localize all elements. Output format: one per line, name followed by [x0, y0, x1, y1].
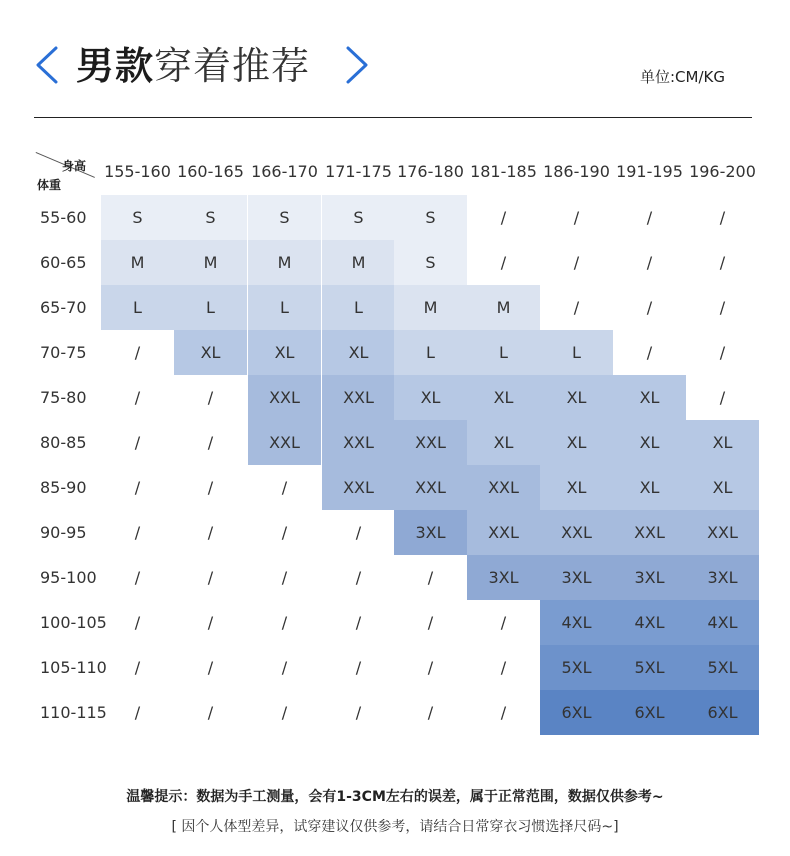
size-cell: /: [427, 568, 434, 587]
size-cell: XL: [686, 420, 759, 465]
size-cell: 3XL: [467, 555, 540, 600]
size-cell: S: [101, 195, 174, 240]
size-cell: 5XL: [613, 645, 686, 690]
chevron-right-icon: [334, 42, 380, 88]
size-cell: 4XL: [613, 600, 686, 645]
weight-label: 75-80: [40, 388, 87, 407]
weight-label: 105-110: [40, 658, 107, 677]
size-cell: M: [248, 240, 321, 285]
title-bold: 男款: [76, 44, 155, 88]
size-cell: /: [646, 343, 653, 362]
size-cell: XL: [467, 420, 540, 465]
size-cell: /: [500, 703, 507, 722]
height-header: 196-200: [689, 162, 756, 181]
height-header: 166-170: [251, 162, 318, 181]
size-cell: XXL: [322, 465, 395, 510]
size-cell: /: [500, 208, 507, 227]
corner-weight-label: 体重: [37, 178, 62, 192]
size-cell: M: [322, 240, 395, 285]
size-cell: /: [134, 613, 141, 632]
size-cell: /: [207, 433, 214, 452]
size-cell: XL: [613, 420, 686, 465]
size-cell: L: [322, 285, 395, 330]
size-cell: /: [355, 613, 362, 632]
size-cell: /: [719, 208, 726, 227]
size-cell: /: [207, 658, 214, 677]
size-cell: 6XL: [686, 690, 759, 735]
size-cell: /: [355, 658, 362, 677]
page-title: [76, 38, 310, 94]
size-cell: /: [719, 253, 726, 272]
weight-label: 65-70: [40, 298, 87, 317]
corner-height-label: 身高: [62, 159, 87, 173]
size-cell: 6XL: [613, 690, 686, 735]
size-cell: 4XL: [686, 600, 759, 645]
size-cell: XXL: [394, 420, 467, 465]
fit-disclaimer: [ 因个人体型差异，试穿建议仅供参考，请结合日常穿衣习惯选择尺码~]: [171, 819, 619, 835]
size-cell: 4XL: [540, 600, 613, 645]
size-cell: /: [646, 253, 653, 272]
size-cell: /: [500, 253, 507, 272]
height-header: 181-185: [470, 162, 537, 181]
size-cell: L: [101, 285, 174, 330]
size-cell: /: [134, 388, 141, 407]
size-cell: /: [134, 433, 141, 452]
size-cell: L: [540, 330, 613, 375]
size-cell: L: [467, 330, 540, 375]
size-cell: XL: [540, 420, 613, 465]
size-cell: /: [427, 658, 434, 677]
size-cell: 5XL: [540, 645, 613, 690]
weight-label: 95-100: [40, 568, 97, 587]
size-cell: /: [355, 703, 362, 722]
size-cell: /: [207, 613, 214, 632]
size-cell: S: [394, 195, 467, 240]
size-cell: XXL: [686, 510, 759, 555]
size-cell: /: [719, 298, 726, 317]
weight-label: 110-115: [40, 703, 107, 722]
size-cell: XXL: [394, 465, 467, 510]
size-cell: /: [573, 298, 580, 317]
size-cell: /: [281, 478, 288, 497]
size-cell: M: [174, 240, 247, 285]
height-header: 160-165: [177, 162, 244, 181]
height-header: 171-175: [325, 162, 392, 181]
size-cell: XXL: [540, 510, 613, 555]
weight-label: 60-65: [40, 253, 87, 272]
size-cell: XXL: [322, 420, 395, 465]
size-cell: /: [281, 703, 288, 722]
size-cell: XL: [613, 465, 686, 510]
size-cell: L: [394, 330, 467, 375]
size-cell: /: [207, 388, 214, 407]
size-cell: XL: [322, 330, 395, 375]
height-header: 186-190: [543, 162, 610, 181]
size-cell: /: [207, 478, 214, 497]
size-cell: /: [355, 523, 362, 542]
size-cell: /: [207, 703, 214, 722]
size-cell: L: [174, 285, 247, 330]
title-rest: 穿着推荐: [154, 44, 311, 88]
size-cell: /: [281, 523, 288, 542]
size-cell: XL: [686, 465, 759, 510]
size-cell: XXL: [322, 375, 395, 420]
size-cell: 3XL: [540, 555, 613, 600]
size-cell: XXL: [248, 375, 321, 420]
size-cell: /: [427, 613, 434, 632]
height-header: 155-160: [104, 162, 171, 181]
size-cell: XXL: [467, 465, 540, 510]
size-cell: /: [573, 253, 580, 272]
weight-label: 85-90: [40, 478, 87, 497]
size-cell: XL: [174, 330, 247, 375]
size-cell: XL: [394, 375, 467, 420]
header-divider: [34, 117, 752, 118]
weight-label: 90-95: [40, 523, 87, 542]
size-cell: 3XL: [613, 555, 686, 600]
size-cell: /: [355, 568, 362, 587]
size-cell: /: [134, 658, 141, 677]
size-cell: S: [322, 195, 395, 240]
size-cell: /: [646, 298, 653, 317]
size-cell: /: [134, 568, 141, 587]
size-cell: 6XL: [540, 690, 613, 735]
size-cell: /: [500, 658, 507, 677]
size-cell: 3XL: [686, 555, 759, 600]
weight-label: 80-85: [40, 433, 87, 452]
tip-note: 温馨提示：数据为手工测量，会有1-3CM左右的误差，属于正常范围，数据仅供参考~: [126, 789, 664, 805]
size-cell: /: [281, 658, 288, 677]
size-cell: /: [500, 613, 507, 632]
size-cell: /: [719, 343, 726, 362]
size-cell: /: [134, 343, 141, 362]
size-cell: S: [174, 195, 247, 240]
size-cell: L: [248, 285, 321, 330]
height-header: 176-180: [397, 162, 464, 181]
size-cell: /: [207, 523, 214, 542]
weight-label: 100-105: [40, 613, 107, 632]
size-cell: /: [281, 568, 288, 587]
size-cell: /: [134, 703, 141, 722]
size-cell: /: [207, 568, 214, 587]
size-cell: XL: [540, 465, 613, 510]
weight-label: 70-75: [40, 343, 87, 362]
size-cell: M: [101, 240, 174, 285]
unit-label: 单位:CM/KG: [640, 68, 725, 86]
size-cell: M: [394, 285, 467, 330]
size-cell: /: [134, 523, 141, 542]
size-cell: /: [573, 208, 580, 227]
size-cell: S: [394, 240, 467, 285]
page-header: [0, 0, 790, 120]
height-header: 191-195: [616, 162, 683, 181]
size-cell: 3XL: [394, 510, 467, 555]
size-cell: /: [719, 388, 726, 407]
size-cell: XL: [540, 375, 613, 420]
chevron-left-icon: [28, 42, 74, 88]
size-cell: S: [248, 195, 321, 240]
size-cell: /: [281, 613, 288, 632]
weight-label: 55-60: [40, 208, 87, 227]
size-cell: XXL: [248, 420, 321, 465]
size-cell: /: [427, 703, 434, 722]
size-cell: /: [646, 208, 653, 227]
size-cell: /: [134, 478, 141, 497]
size-cell: XL: [467, 375, 540, 420]
size-cell: XXL: [613, 510, 686, 555]
size-cell: 5XL: [686, 645, 759, 690]
size-cell: M: [467, 285, 540, 330]
size-cell: XXL: [467, 510, 540, 555]
size-cell: XL: [613, 375, 686, 420]
size-cell: XL: [248, 330, 321, 375]
